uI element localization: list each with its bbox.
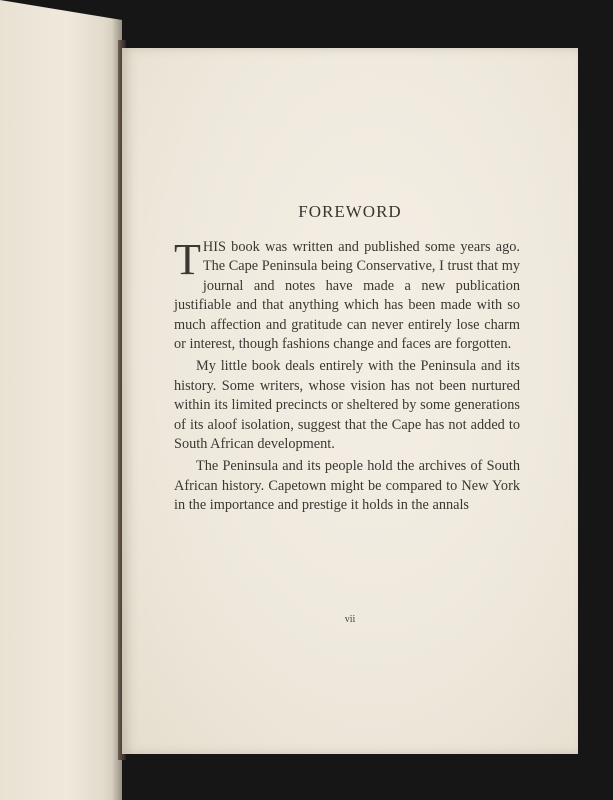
- left-page: [0, 0, 122, 800]
- page-number: vii: [344, 614, 356, 625]
- paragraph-2: My little book deals entirely with the Peninsula and its history. Some writers, whose vision has not been nurtured within its limited precincts or sheltered by some generations of its aloof isolation, suggest that the Cape has not added to South African development.: [174, 358, 520, 453]
- right-page: [122, 48, 578, 754]
- drop-cap: T: [174, 235, 201, 284]
- paragraph-3: The Peninsula and its people hold the archives of South African history. Capetown might be compared to New York in the importance and prestige it holds in the annals: [174, 458, 520, 514]
- paragraph-1: [174, 235, 520, 354]
- body-text: [174, 235, 520, 519]
- page-heading: FOREWORD: [298, 202, 402, 221]
- paragraph-1-text: HIS book was written and published some years ago. The Cape Peninsula being Conservative, I trust that my journal and notes have made a new publication justifiable and that anything which has been made with so much affection and gratitude can never entirely lose charm or interest, though fashions change and faces are forgotten.: [174, 239, 520, 353]
